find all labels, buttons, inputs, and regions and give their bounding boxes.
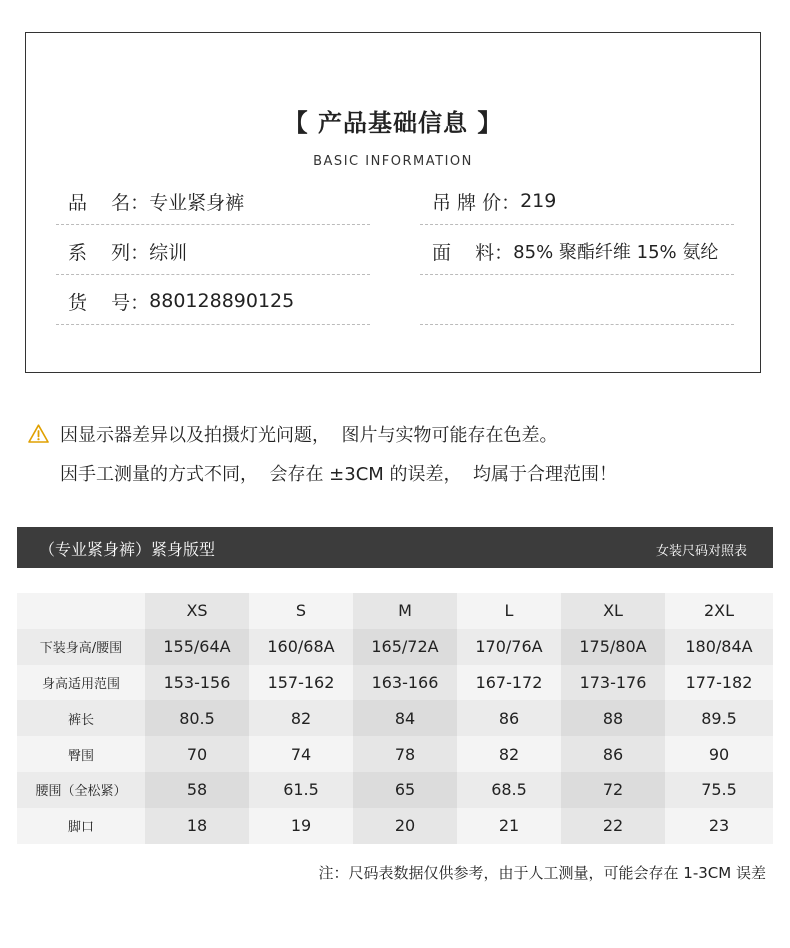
table-header-row xyxy=(17,593,773,629)
size-chart-header-bar xyxy=(17,527,773,568)
notice-line-1: 因显示器差异以及拍摄灯光问题， 图片与实物可能存在色差。 xyxy=(60,425,558,446)
table-row xyxy=(17,808,773,844)
info-key: 品 名： xyxy=(68,191,150,214)
size-header-cell: XL xyxy=(561,593,665,629)
table-cell: 20 xyxy=(353,808,457,844)
table-cell: 75.5 xyxy=(665,772,773,808)
divider xyxy=(420,274,734,275)
table-cell: 19 xyxy=(249,808,353,844)
size-chart-title: 女装尺码对照表 xyxy=(655,544,747,559)
table-cell: 82 xyxy=(457,736,561,772)
table-row xyxy=(17,629,773,665)
table-cell: 86 xyxy=(561,736,665,772)
table-cell: 88 xyxy=(561,700,665,736)
divider xyxy=(420,224,734,225)
basic-info-panel xyxy=(25,32,761,373)
table-cell: 153-156 xyxy=(145,665,249,701)
info-value: 880128890125 xyxy=(149,290,295,312)
table-cell: 82 xyxy=(249,700,353,736)
size-table xyxy=(17,593,773,844)
table-cell: 86 xyxy=(457,700,561,736)
table-cell: 165/72A xyxy=(353,629,457,665)
info-value: 219 xyxy=(520,190,557,212)
info-row-price xyxy=(432,186,556,216)
table-cell: 21 xyxy=(457,808,561,844)
table-cell: 22 xyxy=(561,808,665,844)
row-label: 腰围（全松紧） xyxy=(17,772,145,808)
table-cell: 90 xyxy=(665,736,773,772)
table-cell: 72 xyxy=(561,772,665,808)
divider xyxy=(420,324,734,325)
table-cell: 23 xyxy=(665,808,773,844)
info-key: 吊 牌 价： xyxy=(432,191,521,214)
info-value: 85% 聚酯纤维 15% 氨纶 xyxy=(513,242,719,263)
warning-icon xyxy=(28,424,49,443)
table-cell: 180/84A xyxy=(665,629,773,665)
table-cell: 74 xyxy=(249,736,353,772)
size-header-cell: M xyxy=(353,593,457,629)
size-header-cell: S xyxy=(249,593,353,629)
fit-type-label: （专业紧身裤）紧身版型 xyxy=(39,540,216,559)
size-header-cell: XS xyxy=(145,593,249,629)
table-cell: 163-166 xyxy=(353,665,457,701)
notice-line-2: 因手工测量的方式不同， 会存在 ±3CM 的误差， 均属于合理范围！ xyxy=(60,464,617,485)
table-corner-cell xyxy=(17,593,145,629)
table-cell: 58 xyxy=(145,772,249,808)
table-cell: 84 xyxy=(353,700,457,736)
table-row xyxy=(17,736,773,772)
divider xyxy=(56,324,370,325)
info-key: 面 料： xyxy=(432,241,514,264)
info-value: 综训 xyxy=(149,241,188,264)
table-cell: 160/68A xyxy=(249,629,353,665)
table-cell: 18 xyxy=(145,808,249,844)
table-cell: 167-172 xyxy=(457,665,561,701)
table-cell: 173-176 xyxy=(561,665,665,701)
table-cell: 155/64A xyxy=(145,629,249,665)
info-row-sku xyxy=(68,286,294,316)
row-label: 下装身高/腰围 xyxy=(17,629,145,665)
table-cell: 89.5 xyxy=(665,700,773,736)
table-cell: 170/76A xyxy=(457,629,561,665)
row-label: 脚口 xyxy=(17,808,145,844)
table-cell: 80.5 xyxy=(145,700,249,736)
info-title: 【 产品基础信息 】 xyxy=(283,109,503,137)
divider xyxy=(56,224,370,225)
table-row xyxy=(17,665,773,701)
info-subtitle: BASIC INFORMATION xyxy=(313,154,473,169)
table-row xyxy=(17,700,773,736)
table-row xyxy=(17,772,773,808)
info-key: 货 号： xyxy=(68,291,150,314)
table-cell: 61.5 xyxy=(249,772,353,808)
table-cell: 175/80A xyxy=(561,629,665,665)
table-cell: 157-162 xyxy=(249,665,353,701)
table-cell: 68.5 xyxy=(457,772,561,808)
info-row-name xyxy=(68,186,244,216)
info-value: 专业紧身裤 xyxy=(149,191,245,214)
table-cell: 78 xyxy=(353,736,457,772)
info-key: 系 列： xyxy=(68,241,150,264)
table-cell: 177-182 xyxy=(665,665,773,701)
info-row-series xyxy=(68,236,187,266)
info-row-fabric xyxy=(432,236,718,266)
table-cell: 70 xyxy=(145,736,249,772)
divider xyxy=(56,274,370,275)
size-header-cell: 2XL xyxy=(665,593,773,629)
size-footnote: 注：尺码表数据仅供参考，由于人工测量，可能会存在 1-3CM 误差 xyxy=(318,864,766,882)
row-label: 裤长 xyxy=(17,700,145,736)
row-label: 臀围 xyxy=(17,736,145,772)
table-cell: 65 xyxy=(353,772,457,808)
row-label: 身高适用范围 xyxy=(17,665,145,701)
size-header-cell: L xyxy=(457,593,561,629)
